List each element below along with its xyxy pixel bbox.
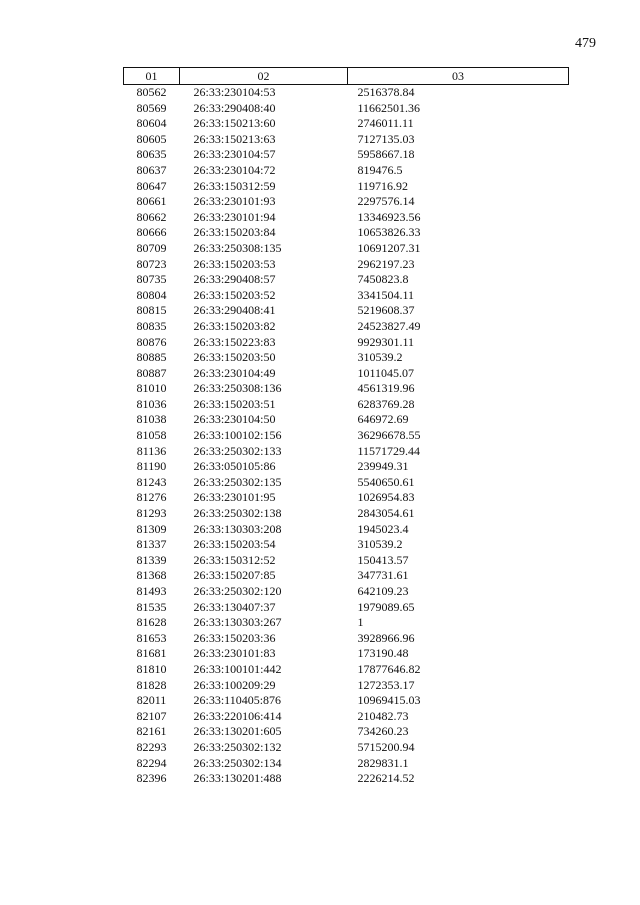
cell-cadastral-number: 26:33:290408:57 [193, 272, 276, 287]
cell-cadastral-number: 26:33:250308:136 [193, 381, 282, 396]
table-row [124, 412, 569, 428]
cell-value: 2297576.14 [357, 194, 415, 209]
table-row [124, 288, 569, 304]
cell-cadastral-number: 26:33:150203:82 [193, 318, 276, 333]
table-row [124, 506, 569, 522]
cell-value: 6283769.28 [357, 396, 415, 411]
table-row [124, 756, 569, 772]
cell-cadastral-number: 26:33:150312:59 [193, 178, 276, 193]
cell-id: 81339 [136, 552, 167, 567]
cell-cadastral-number: 26:33:230104:57 [193, 147, 276, 162]
cell-id: 80562 [136, 85, 167, 99]
table-row [124, 350, 569, 366]
cell-id: 81293 [136, 506, 167, 521]
cell-id: 81036 [136, 396, 167, 411]
table-row [124, 584, 569, 600]
cell-value: 10691207.31 [357, 240, 421, 255]
cell-cadastral-number: 26:33:230104:50 [193, 412, 276, 427]
cell-id: 80604 [136, 116, 167, 131]
cell-value: 150413.57 [357, 552, 409, 567]
cell-value: 9929301.11 [357, 334, 415, 349]
table-row [124, 116, 569, 132]
cell-id: 82294 [136, 755, 167, 770]
cell-id: 81681 [136, 646, 167, 661]
cell-value: 3928966.96 [357, 630, 415, 645]
cell-id: 81243 [136, 474, 167, 489]
cell-value: 2829831.1 [357, 755, 409, 770]
cell-cadastral-number: 26:33:230101:94 [193, 209, 276, 224]
cell-cadastral-number: 26:33:290408:41 [193, 303, 276, 318]
cell-value: 310539.2 [357, 350, 403, 365]
table-row [124, 272, 569, 288]
table-row [124, 490, 569, 506]
page-number: 479 [575, 36, 596, 51]
cell-cadastral-number: 26:33:150203:36 [193, 630, 276, 645]
cell-id: 80735 [136, 272, 167, 287]
table-header [124, 68, 569, 85]
cell-cadastral-number: 26:33:150203:53 [193, 256, 276, 271]
table-row [124, 740, 569, 756]
table-row [124, 709, 569, 725]
cell-id: 80723 [136, 256, 167, 271]
cell-id: 80605 [136, 131, 167, 146]
cell-cadastral-number: 26:33:150213:60 [193, 116, 276, 131]
cell-id: 81535 [136, 599, 167, 614]
cell-cadastral-number: 26:33:230101:83 [193, 646, 276, 661]
cell-value: 5219608.37 [357, 303, 415, 318]
cell-cadastral-number: 26:33:150203:52 [193, 287, 276, 302]
cell-cadastral-number: 26:33:230101:93 [193, 194, 276, 209]
cell-cadastral-number: 26:33:130201:605 [193, 724, 282, 739]
table-row [124, 366, 569, 382]
cell-value: 5540650.61 [357, 474, 415, 489]
table-row [124, 662, 569, 678]
cell-cadastral-number: 26:33:220106:414 [193, 708, 282, 723]
table-row [124, 179, 569, 195]
data-table [123, 67, 569, 787]
cell-value: 11571729.44 [357, 443, 421, 458]
table-row [124, 241, 569, 257]
table-body [124, 85, 569, 787]
cell-id: 80661 [136, 194, 167, 209]
cell-value: 2226214.52 [357, 771, 415, 786]
cell-id: 81493 [136, 584, 167, 598]
cell-value: 734260.23 [357, 724, 409, 739]
cell-value: 7450823.8 [357, 272, 409, 287]
cell-id: 81828 [136, 677, 167, 692]
cell-id: 80709 [136, 240, 167, 255]
cell-value: 173190.48 [357, 646, 409, 661]
cell-value: 1026954.83 [357, 490, 415, 505]
cell-cadastral-number: 26:33:230104:72 [193, 162, 276, 177]
table-row [124, 225, 569, 241]
cell-cadastral-number: 26:33:250302:133 [193, 443, 282, 458]
cell-cadastral-number: 26:33:150203:54 [193, 537, 276, 552]
table-row [124, 615, 569, 631]
cell-cadastral-number: 26:33:250302:135 [193, 474, 282, 489]
cell-id: 81337 [136, 537, 167, 552]
cell-cadastral-number: 26:33:250302:134 [193, 755, 282, 770]
table-row [124, 678, 569, 694]
cell-cadastral-number: 26:33:110405:876 [193, 693, 282, 708]
cell-id: 81309 [136, 521, 167, 536]
cell-cadastral-number: 26:33:150312:52 [193, 552, 276, 567]
table-row [124, 257, 569, 273]
cell-value: 347731.61 [357, 568, 409, 583]
header-row [124, 68, 569, 85]
table-row [124, 693, 569, 709]
cell-value: 5958667.18 [357, 147, 415, 162]
cell-id: 82396 [136, 771, 167, 786]
cell-id: 82011 [136, 693, 167, 708]
cell-value: 24523827.49 [357, 318, 421, 333]
cell-id: 82293 [136, 739, 167, 754]
cell-value: 1945023.4 [357, 521, 409, 536]
cell-id: 80666 [136, 225, 167, 240]
cell-value: 642109.23 [357, 584, 409, 598]
cell-value: 13346923.56 [357, 209, 421, 224]
cell-value: 36296678.55 [357, 428, 421, 443]
cell-value: 10653826.33 [357, 225, 421, 240]
cell-id: 82107 [136, 708, 167, 723]
cell-cadastral-number: 26:33:250302:132 [193, 739, 282, 754]
cell-id: 81810 [136, 661, 167, 676]
cell-cadastral-number: 26:33:130201:488 [193, 771, 282, 786]
cell-cadastral-number: 26:33:130303:208 [193, 521, 282, 536]
cell-id: 80637 [136, 162, 167, 177]
table-row [124, 631, 569, 647]
cell-id: 81058 [136, 428, 167, 443]
cell-id: 80569 [136, 100, 167, 115]
table-row [124, 724, 569, 740]
cell-cadastral-number: 26:33:250308:135 [193, 240, 282, 255]
table-row [124, 568, 569, 584]
cell-id: 82161 [136, 724, 167, 739]
table-row [124, 522, 569, 538]
cell-id: 80815 [136, 303, 167, 318]
cell-value: 239949.31 [357, 459, 409, 474]
table-row [124, 303, 569, 319]
cell-cadastral-number: 26:33:230101:95 [193, 490, 276, 505]
table-row [124, 335, 569, 351]
table-row [124, 381, 569, 397]
cell-id: 81653 [136, 630, 167, 645]
cell-value: 1011045.07 [357, 365, 415, 380]
cell-value: 2746011.11 [357, 116, 414, 131]
cell-value: 3341504.11 [357, 287, 415, 302]
cell-value: 1 [357, 615, 364, 630]
cell-value: 17877646.82 [357, 661, 421, 676]
cell-value: 310539.2 [357, 537, 403, 552]
cell-id: 80885 [136, 350, 167, 365]
cell-id: 80835 [136, 318, 167, 333]
cell-cadastral-number: 26:33:130407:37 [193, 599, 276, 614]
table-row [124, 163, 569, 179]
cell-id: 81010 [136, 381, 167, 396]
cell-value: 819476.5 [357, 162, 403, 177]
cell-value: 5715200.94 [357, 739, 415, 754]
cell-cadastral-number: 26:33:100102:156 [193, 428, 282, 443]
cell-cadastral-number: 26:33:130303:267 [193, 615, 282, 630]
table-row [124, 459, 569, 475]
cell-value: 1979089.65 [357, 599, 415, 614]
table-row [124, 537, 569, 553]
cell-id: 80662 [136, 209, 167, 224]
table-row [124, 475, 569, 491]
table-row [124, 132, 569, 148]
table-row [124, 147, 569, 163]
cell-cadastral-number: 26:33:230104:49 [193, 365, 276, 380]
cell-value: 646972.69 [357, 412, 409, 427]
cell-id: 81628 [136, 615, 167, 630]
cell-value: 2843054.61 [357, 506, 415, 521]
cell-cadastral-number: 26:33:050105:86 [193, 459, 276, 474]
table-row [124, 194, 569, 210]
cell-id: 80647 [136, 178, 167, 193]
table-row [124, 101, 569, 117]
table-row [124, 553, 569, 569]
cell-id: 81276 [136, 490, 167, 505]
cell-cadastral-number: 26:33:150203:84 [193, 225, 276, 240]
cell-value: 10969415.03 [357, 693, 421, 708]
cell-id: 80635 [136, 147, 167, 162]
table-row [124, 397, 569, 413]
table-row [124, 771, 569, 787]
cell-cadastral-number: 26:33:150203:51 [193, 396, 276, 411]
cell-value: 2962197.23 [357, 256, 415, 271]
cell-value: 1272353.17 [357, 677, 415, 692]
cell-value: 4561319.96 [357, 381, 415, 396]
cell-cadastral-number: 26:33:150213:63 [193, 131, 276, 146]
header-cell-03: 03 [348, 68, 569, 85]
cell-value: 210482.73 [357, 708, 409, 723]
cell-id: 80876 [136, 334, 167, 349]
table-row [124, 646, 569, 662]
cell-cadastral-number: 26:33:290408:40 [193, 100, 276, 115]
cell-cadastral-number: 26:33:100101:442 [193, 661, 282, 676]
cell-id: 81038 [136, 412, 167, 427]
cell-id: 81368 [136, 568, 167, 583]
cell-cadastral-number: 26:33:250302:138 [193, 506, 282, 521]
cell-cadastral-number: 26:33:100209:29 [193, 677, 276, 692]
cell-value: 7127135.03 [357, 131, 415, 146]
header-cell-02: 02 [180, 68, 348, 85]
table-row [124, 600, 569, 616]
cell-id: 80804 [136, 287, 167, 302]
cell-cadastral-number: 26:33:230104:53 [193, 85, 276, 99]
cell-id: 81136 [136, 443, 167, 458]
table-row [124, 85, 569, 101]
cell-value: 2516378.84 [357, 85, 415, 99]
table-row [124, 210, 569, 226]
cell-id: 80887 [136, 365, 167, 380]
table-row [124, 444, 569, 460]
header-cell-01: 01 [124, 68, 180, 85]
table-row [124, 319, 569, 335]
cell-value: 119716.92 [357, 178, 409, 193]
cell-cadastral-number: 26:33:150223:83 [193, 334, 276, 349]
cell-id: 81190 [136, 459, 167, 474]
cell-cadastral-number: 26:33:150203:50 [193, 350, 276, 365]
cell-cadastral-number: 26:33:250302:120 [193, 584, 282, 598]
table-row [124, 428, 569, 444]
cell-value: 11662501.36 [357, 100, 421, 115]
cell-cadastral-number: 26:33:150207:85 [193, 568, 276, 583]
